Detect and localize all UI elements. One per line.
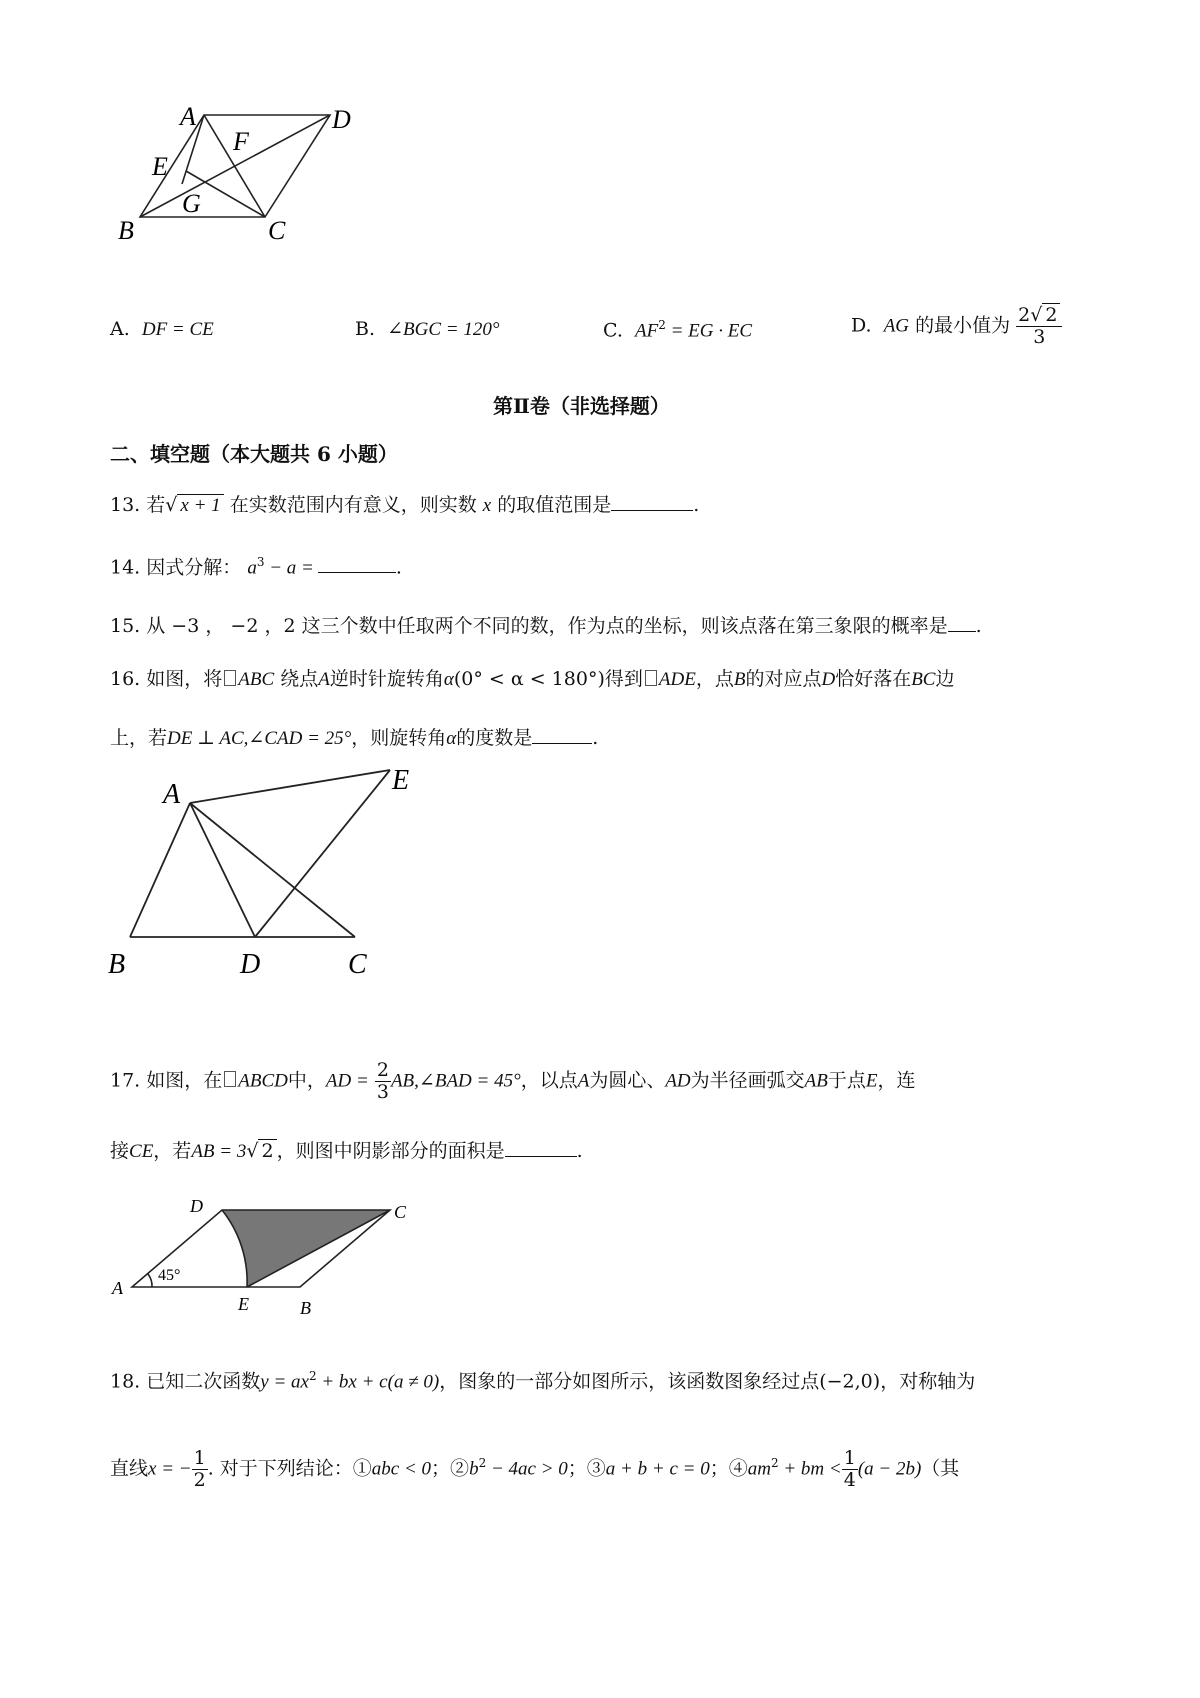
option-c-expr-right: = EG · EC [665,320,753,342]
q17-text-2a: 接 [110,1140,130,1162]
q18-conclusion-4-exp: 2 [770,1456,779,1471]
q16-range: (0° < α < 180°) [453,668,605,690]
q17-text-j: 为半径画弧交 [690,1069,805,1092]
parallelogram-figure [100,1190,430,1325]
q16-text-j: ，点 [695,668,734,690]
label-angle: 45° [158,1267,181,1284]
q14-blank [318,556,396,573]
option-a [110,318,214,341]
q16-point-b: B [733,669,746,690]
q17-radius: AD [665,1070,691,1092]
q17-radicand: 2 [258,1139,276,1162]
q15-blank [948,615,976,632]
label-D: D [190,1196,203,1216]
triangle-symbol-icon [645,670,657,686]
option-d-denominator: 3 [1033,325,1046,348]
q14-end: . [395,556,402,579]
q18-point: (−2,0) [819,1370,881,1393]
q17-text-n: ，连 [877,1069,916,1092]
q17-text-a: 如图，在 [146,1069,223,1092]
q18-denominator-1: 2 [193,1468,206,1491]
option-c [603,318,752,342]
label-C: C [348,949,367,980]
q18-number: 18. [110,1370,141,1393]
question-18-line-1 [110,1370,975,1391]
q18-conclusion-2a: b [469,1458,479,1480]
q18-text-f: ，对称轴为 [880,1370,976,1393]
q16-text-n: 恰好落在 [835,668,912,690]
q17-point-a: A [577,1070,590,1092]
option-d-radical: √ 2 [1030,303,1060,326]
q18-conclusion-3: a + b + c = 0 [605,1458,710,1480]
option-c-expr-left: AF [635,320,659,342]
q16-end: . [592,727,599,749]
option-c-exponent: 2 [658,318,666,332]
q18-exponent: 2 [308,1369,317,1383]
rhombus-figure [100,95,390,265]
q18-conclusion-1: abc < 0 [371,1458,432,1480]
q14-text: 因式分解： [146,556,242,579]
q17-ce: CE [129,1141,154,1162]
q18-numerator-2: 1 [843,1447,856,1469]
option-d-numerator [1016,305,1062,327]
q16-condition: DE ⊥ AC,∠CAD = 25° [167,728,352,749]
q16-text-2e: 的度数是 [456,727,533,749]
q18-text-2c: . 对于下列结论：① [207,1457,372,1480]
option-d-letter: D. [851,314,872,337]
q18-fraction-2 [842,1448,858,1491]
q17-text-c: 中， [287,1069,326,1092]
option-a-letter: A. [110,318,130,340]
q14-expr: a [247,557,257,579]
label-G: G [182,189,201,218]
q18-text-2a: 直线 [110,1457,149,1480]
label-D: D [240,949,261,980]
q13-blank [611,494,693,511]
q16-text-e: 逆时针旋转角 [329,668,444,690]
q18-text-d: ，图象的一部分如图所示，该函数图象经过点 [439,1370,820,1393]
q14-expr2: − a = [264,557,314,579]
q17-text-2c: ，若 [153,1140,192,1162]
q16-text-c: 绕点 [280,668,319,690]
q16-bc: BC [911,669,936,690]
q14-number: 14. [110,556,141,579]
section-title: 第Ⅱ卷（非选择题） [493,394,670,418]
q16-point-a: A [318,669,330,690]
option-d-radicand: 2 [1042,303,1060,326]
question-16-line-2 [110,727,598,748]
q17-fraction [375,1060,391,1103]
label-C: C [268,216,286,245]
q18-numerator-1: 1 [193,1447,206,1469]
q18-text-2n: （其 [921,1457,960,1480]
option-d-num-coef: 2 [1018,304,1031,326]
label-F: F [233,127,249,156]
q13-radicand: x + 1 [177,494,223,516]
option-d [851,305,1062,348]
question-15 [110,615,982,636]
q17-radical: √ 2 [246,1139,276,1162]
q17-ab-value: AB = 3 [191,1141,247,1162]
q18-text-2h: ；③ [567,1457,606,1480]
q13-pre: 若 [146,494,166,516]
q16-text-2c: ，则旋转角 [351,727,447,749]
question-18-line-2 [110,1448,959,1491]
question-17-line-1 [110,1060,916,1103]
q16-abc: ABC [238,669,275,690]
q17-numerator: 2 [376,1059,389,1081]
option-d-text: 的最小值为 [915,314,1011,337]
option-b-letter: B. [355,318,376,340]
q17-text-2e: ，则图中阴影部分的面积是 [276,1140,505,1162]
q17-condition: AB,∠BAD = 45° [390,1070,521,1092]
q16-text-p: 边 [935,668,955,690]
q14-exponent: 3 [256,555,265,569]
q18-conclusion-2-exp: 2 [478,1456,487,1471]
q16-ade: ADE [658,669,696,690]
q16-text-2a: 上，若 [110,727,168,749]
q18-denominator-2: 4 [843,1468,856,1491]
label-E: E [238,1294,249,1314]
q17-point-e: E [865,1070,878,1092]
q18-function-rest: + bx + c(a ≠ 0) [316,1371,440,1393]
q13-radical: √ x + 1 [165,494,223,516]
q17-number: 17. [110,1069,141,1092]
q16-blank [532,727,592,744]
triangle-symbol-icon [224,670,236,686]
q17-end: . [576,1140,583,1162]
question-14 [110,556,402,577]
label-B: B [300,1298,311,1318]
label-D: D [332,105,351,134]
q16-text-h: 得到 [604,668,643,690]
q17-ad: AD = [325,1070,369,1092]
q13-end: . [693,494,700,516]
q17-denominator: 3 [376,1080,389,1103]
q17-text-h: 为圆心、 [589,1069,666,1092]
label-B: B [108,949,126,980]
q13-post2: 的取值范围是 [497,494,612,516]
q16-point-d: D [821,669,836,690]
q18-text-a: 已知二次函数 [146,1370,261,1393]
q18-text-2j: ；④ [709,1457,748,1480]
option-a-expr: DF = CE [141,319,214,340]
q13-var: x [482,495,492,516]
q16-alpha-2: α [446,728,457,749]
q16-text-a: 如图，将 [146,668,223,690]
label-E: E [152,152,168,181]
label-E: E [392,765,410,796]
option-d-fraction [1016,305,1062,348]
question-13 [110,494,699,515]
question-17-line-2 [110,1140,583,1161]
label-A: A [163,779,181,810]
option-b [355,318,499,341]
q17-abcd: ABCD [238,1070,288,1092]
option-b-expr: ∠BGC = 120° [387,319,500,340]
parallelogram-symbol-icon [224,1071,236,1087]
option-c-letter: C. [603,319,623,342]
q18-conclusion-4a: am [747,1458,771,1480]
q13-post: 在实数范围内有意义，则实数 [229,494,477,516]
q15-end: . [975,615,982,637]
q18-text-2e: ；② [431,1457,470,1480]
q18-function: y = ax [260,1371,309,1393]
q17-blank [505,1140,577,1157]
q18-conclusion-4c: (a − 2b) [857,1458,922,1480]
q17-text-f: ，以点 [520,1069,578,1092]
q18-conclusion-2b: − 4ac > 0 [486,1458,568,1480]
q13-number: 13. [110,494,141,516]
q15-text: 从 −3 ， −2 ，2 这三个数中任取两个不同的数，作为点的坐标，则该点落在第三象限的概率是 [146,615,948,637]
label-C: C [394,1202,407,1222]
q16-number: 16. [110,668,141,690]
q18-conclusion-4b: + bm < [778,1458,842,1480]
q17-text-l: 于点 [827,1069,866,1092]
label-A: A [112,1278,123,1298]
part-title: 二、填空题（本大题共 6 小题） [110,442,398,466]
label-A: A [180,102,196,131]
question-16-line-1 [110,670,955,689]
triangle-figure [100,755,440,980]
q18-fraction-1 [192,1448,208,1491]
option-d-expr: AG [883,315,910,337]
q15-number: 15. [110,615,141,637]
q16-text-l: 的对应点 [745,668,822,690]
q17-ab: AB [804,1070,828,1092]
q16-alpha: α [443,669,454,690]
label-B: B [118,216,134,245]
q18-axis: x = − [148,1458,192,1480]
